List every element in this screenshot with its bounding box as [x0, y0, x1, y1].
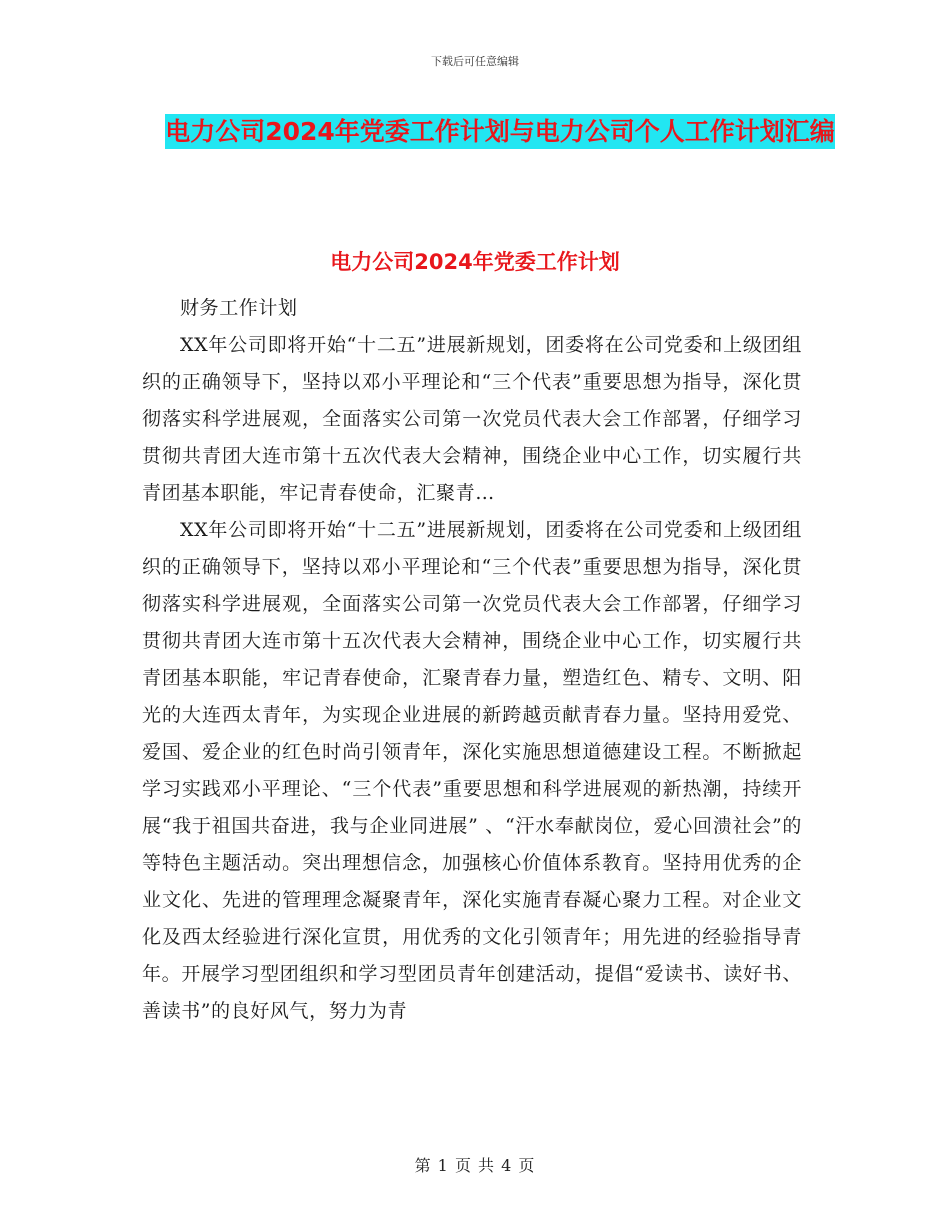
section-title: 电力公司2024年党委工作计划 [330, 250, 620, 274]
document-title: 电力公司2024年党委工作计划与电力公司个人工作计划汇编 [165, 114, 835, 149]
paragraph-subheading: 财务工作计划 [180, 297, 298, 319]
document-body [142, 290, 802, 1030]
paragraph: XX年公司即将开始“十二五”进展新规划，团委将在公司党委和上级团组织的正确领导下，坚持以邓小平理论和“三个代表”重要思想为指导，深化贯彻落实科学进展观，全面落实公司第一次党员代表大会工作部署，仔细学习贯彻共青团大连市第十五次代表大会精神，围绕企业中心工作，切实履行共青团基本职能，牢记青春使命，汇聚青… [142, 334, 802, 504]
page-number-footer: 第 1 页 共 4 页 [414, 1156, 536, 1175]
document-title-block [120, 110, 880, 154]
paragraph: XX年公司即将开始“十二五”进展新规划，团委将在公司党委和上级团组织的正确领导下，坚持以邓小平理论和“三个代表”重要思想为指导，深化贯彻落实科学进展观，全面落实公司第一次党员代表大会工作部署，仔细学习贯彻共青团大连市第十五次代表大会精神，围绕企业中心工作，切实履行共青团基本职能，牢记青春使命，汇聚青春力量，塑造红色、精专、文明、阳光的大连西太青年，为实现企业进展的新跨越贡献青春力量。坚持用爱党、爱国、爱企业的红色时尚引领青年，深化实施思想道德建设工程。不断掀起学习实践邓小平理论、“三个代表”重要思想和科学进展观的新热潮，持续开展“我于祖国共奋进，我与企业同进展” 、“汗水奉献岗位，爱心回溃社会”的等特色主题活动。突出理想信念，加强核心价值体系教育。坚持用优秀的企业文化、先进的管理理念凝聚青年，深化实施青春凝心聚力工程。对企业文化及西太经验进行深化宣贯，用优秀的文化引领青年；用先进的经验指导青年。开展学习型团组织和学习型团员青年创建活动，提倡“爱读书、读好书、善读书”的良好风气，努力为青 [142, 519, 802, 1022]
page-header-note: 下载后可任意编辑 [431, 55, 519, 68]
